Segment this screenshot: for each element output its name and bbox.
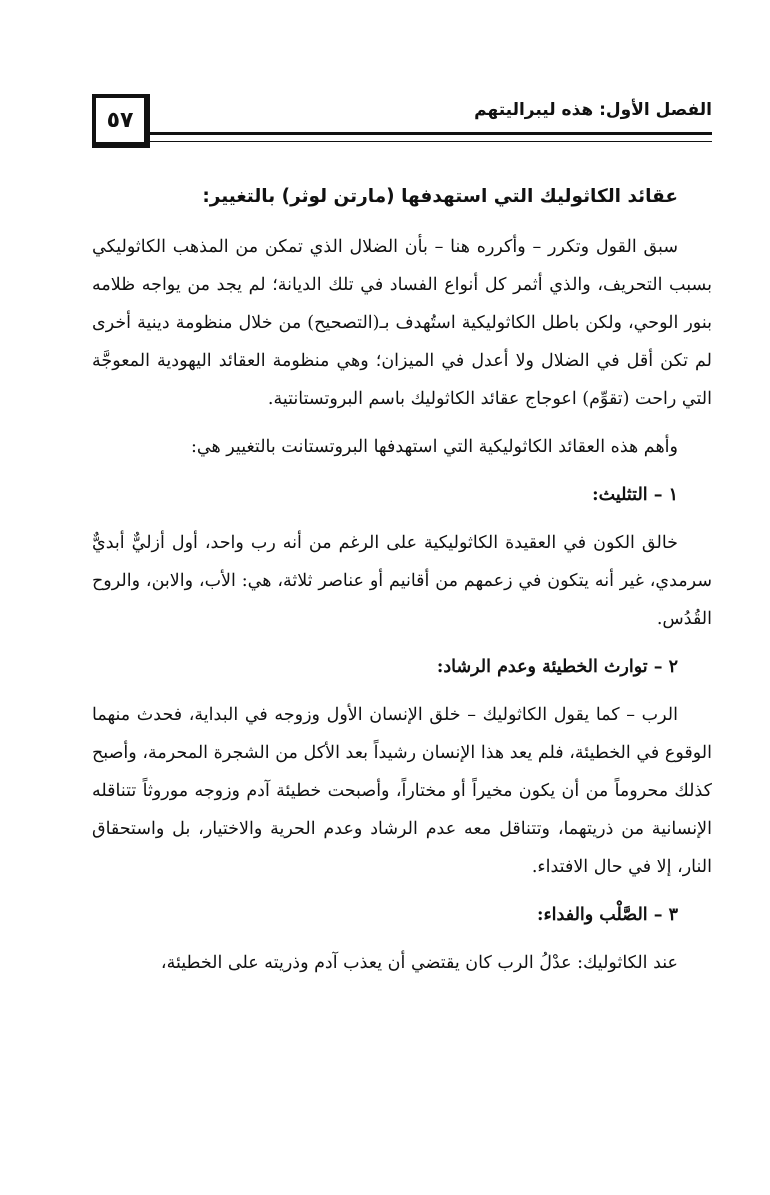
point-paragraph: خالق الكون في العقيدة الكاثوليكية على الرغم من أنه رب واحد، أول أزليٌّ أبديٌّ سرمدي، غير أنه يتكون في زعمهم من أقانيم أو عناصر ثلاثة، هي: الأب، والابن، والروح القُدُس.	[92, 533, 712, 629]
running-title: الفصل الأول: هذه ليبراليتهم	[474, 100, 712, 120]
intro-paragraph: سبق القول وتكرر – وأكرره هنا – بأن الضلال الذي تمكن من المذهب الكاثوليكي بسبب التحريف، والذي أثمر كل أنواع الفساد في تلك الديانة؛ لم يجد من يواجه ظلامه بنور الوحي، ولكن باطل الكاثوليكية استُهدف بـ(التصحيح) من خلال منظومة دينية أخرى لم تكن أقل في الضلال ولا أعدل في الميزان؛ وهي منظومة العقائد اليهودية المعوجَّة التي راحت (تقوِّم) اعوجاج عقائد الكاثوليك باسم البروتستانتية.	[92, 237, 712, 409]
point-heading: ٣ – الصَّلْب والفداء:	[536, 905, 678, 925]
point-heading: ١ – التثليث:	[592, 485, 678, 505]
point-heading: ٢ – توارث الخطيئة وعدم الرشاد:	[436, 657, 678, 677]
page-body	[92, 178, 712, 992]
point-paragraph: الرب – كما يقول الكاثوليك – خلق الإنسان الأول وزوجه في البداية، فحدث منهما الوقوع في الخطيئة، فلم يعد هذا الإنسان رشيداً بعد الأكل من الشجرة المحرمة، وأصبح كذلك محروماً من أن يكون مخيراً أو مختاراً، وأصبحت خطيئة آدم وزوجه موروثاً تتناقله الإنسانية من ذريتهما، وتتناقل معه عدم الرشاد وعدم الحرية والاختيار، بل واستحقاق النار، إلا في حال الافتداء.	[92, 705, 712, 877]
page-number-box	[92, 94, 150, 148]
section-title: عقائد الكاثوليك التي استهدفها (مارتن لوثر) بالتغيير:	[202, 186, 678, 207]
running-header	[92, 94, 712, 156]
lead-paragraph: وأهم هذه العقائد الكاثوليكية التي استهدفها البروتستانت بالتغيير هي:	[191, 437, 678, 457]
point-paragraph: عند الكاثوليك: عدْلُ الرب كان يقتضي أن يعذب آدم وذريته على الخطيئة،	[160, 953, 678, 973]
page-number: ٥٧	[106, 107, 134, 133]
header-divider	[148, 132, 712, 142]
